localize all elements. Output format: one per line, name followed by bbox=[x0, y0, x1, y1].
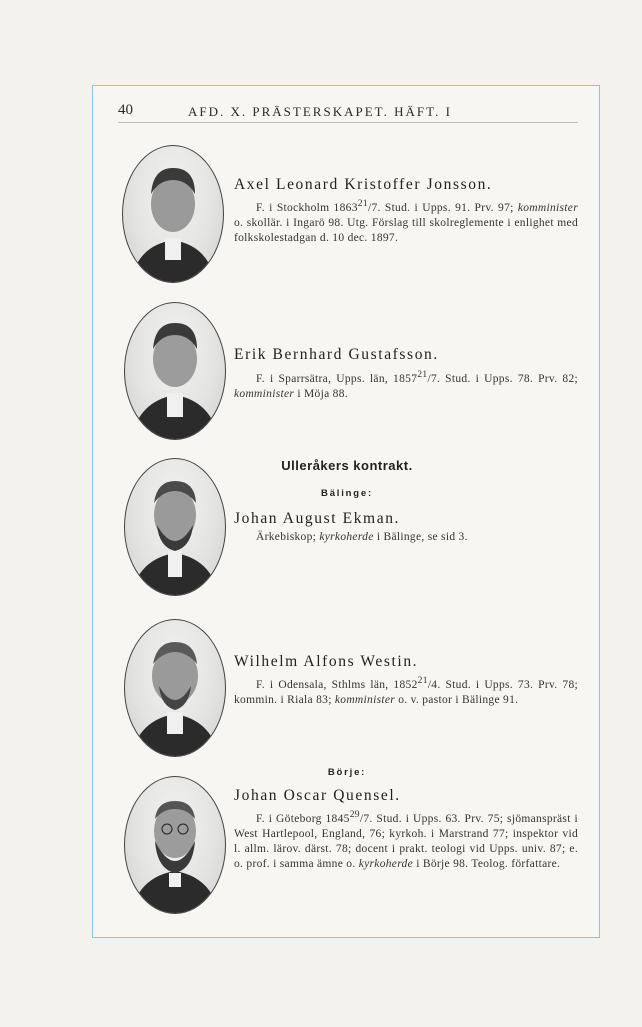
portrait-photo bbox=[124, 302, 226, 440]
portrait-photo bbox=[124, 776, 226, 914]
person-bio: F. i Odensala, Sthlms län, 1852$^{21}$/4. Stud. i Upps. 73. Prv. 78; kommin. i Riala 83; komminister o. v. pastor i Bälinge 91. bbox=[234, 675, 578, 707]
running-header bbox=[118, 100, 578, 123]
parish-heading: Börje: bbox=[327, 767, 367, 778]
person-bio: Ärkebiskop; kyrkoherde i Bälinge, se sid 3. bbox=[256, 531, 468, 543]
person-name: Johan Oscar Quensel. bbox=[234, 787, 401, 804]
person-bio: F. i Stockholm 1863$^{21}$/7. Stud. i Upps. 91. Prv. 97; komminister o. skollär. i Ingarö 98. Utg. Förslag till skolreglemente i enlighet med folkskolestadgan d. 10 dec. 1897. bbox=[234, 198, 578, 245]
portrait-photo bbox=[124, 619, 226, 757]
person-name: Johan August Ekman. bbox=[234, 510, 401, 527]
person-bio: F. i Göteborg 1845$^{29}$/7. Stud. i Upps. 63. Prv. 75; sjömanspräst i West Hartlepool, England, 76; kyrkoh. i Marstrand 77; inspektor vid l. allm. lärov. därst. 78; docent i prakt. teologi vid Upps. univ. 87; e. o. prof. i samma ämne o. kyrkoherde i Börje 98. Teolog. författare. bbox=[234, 809, 579, 871]
parish-heading: Bälinge: bbox=[321, 488, 373, 499]
running-title: AFD. X. PRÄSTERSKAPET. HÄFT. I bbox=[188, 104, 452, 119]
person-bio: F. i Sparrsätra, Upps. län, 1857$^{21}$/7. Stud. i Upps. 78. Prv. 82; komminister i Möja 88. bbox=[234, 369, 579, 401]
portrait-photo bbox=[124, 458, 226, 596]
person-name: Axel Leonard Kristoffer Jonsson. bbox=[234, 176, 493, 193]
person-name: Wilhelm Alfons Westin. bbox=[234, 653, 419, 670]
page-number: 40 bbox=[118, 102, 133, 118]
person-name: Erik Bernhard Gustafsson. bbox=[234, 346, 439, 363]
section-title: Ulleråkers kontrakt. bbox=[281, 458, 413, 473]
portrait-photo bbox=[122, 145, 224, 283]
